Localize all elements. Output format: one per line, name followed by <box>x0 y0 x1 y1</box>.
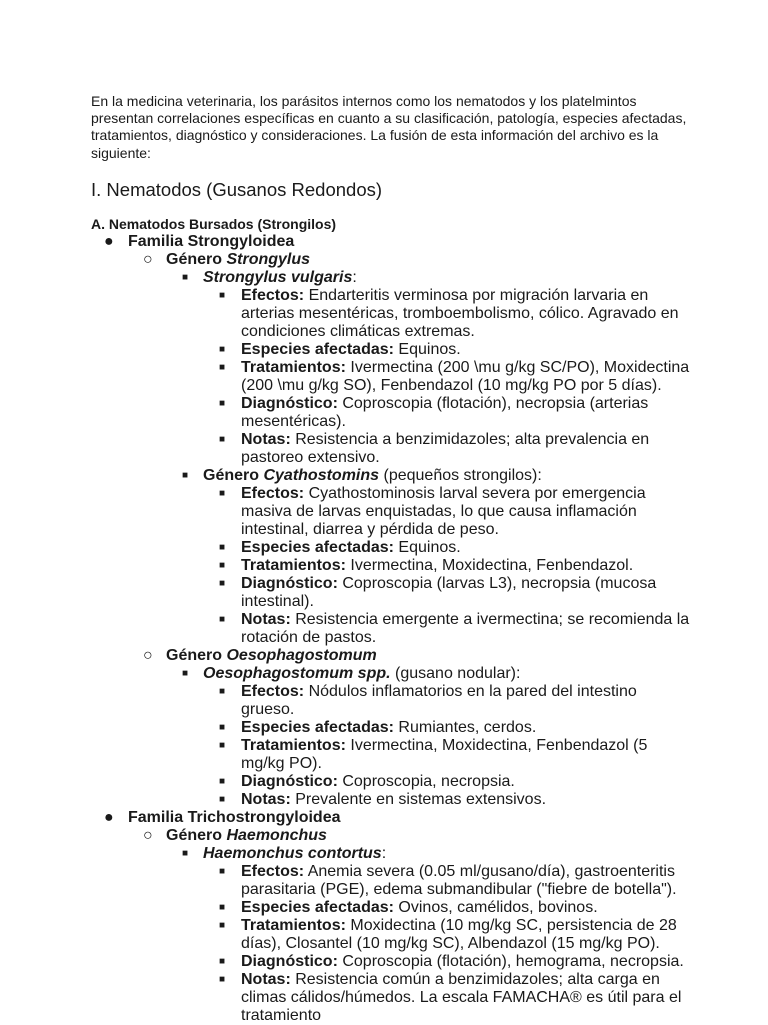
list-item-familia: ● Familia Strongyloidea <box>104 233 295 251</box>
bullet-square: ■ <box>219 434 226 446</box>
list-item-detalle: ■ Efectos: Cyathostominosis larval severa por emergencia masiva de larvas enquistadas, lo que causa inflamación intestinal, diarrea y pérdida de peso. <box>219 485 646 539</box>
bullet-square: ■ <box>219 920 226 932</box>
list-item-especie: ■ Strongylus vulgaris: <box>182 269 357 287</box>
list-item-detalle: ■ Tratamientos: Ivermectina (200 \mu g/kg SC/PO), Moxidectina (200 \mu g/kg SO), Fenbendazol (10 mg/kg PO por 5 días). <box>219 359 690 395</box>
bullet-disc: ● <box>104 233 114 251</box>
outline <box>91 233 691 1025</box>
bullet-square: ■ <box>219 560 226 572</box>
list-item-detalle: ■ Notas: Prevalente en sistemas extensivos. <box>219 791 547 809</box>
bullet-circle: ○ <box>143 647 153 665</box>
list-item-genero: ○ Género Haemonchus <box>143 827 327 845</box>
bullet-square: ■ <box>219 290 226 302</box>
bullet-square: ■ <box>219 362 226 374</box>
bullet-square: ■ <box>219 488 226 500</box>
bullet-disc: ● <box>104 809 114 827</box>
list-item-detalle: ■ Notas: Resistencia a benzimidazoles; alta prevalencia en pastoreo extensivo. <box>219 431 650 467</box>
bullet-square: ■ <box>219 776 226 788</box>
intro-paragraph: En la medicina veterinaria, los parásitos internos como los nematodos y los platelmintos presentan correlaciones específicas en cuanto a su clasificación, patología, especies afectadas, tratamientos, diagnóstico y consideraciones. La fusión de esta información del archivo es la siguiente: <box>91 93 687 161</box>
list-item-detalle: ■ Diagnóstico: Coproscopia (flotación), necropsia (arterias mesentéricas). <box>219 395 649 431</box>
bullet-square: ■ <box>182 668 189 680</box>
bullet-square: ■ <box>219 902 226 914</box>
bullet-square: ■ <box>219 542 226 554</box>
section-heading-nematodos: I. Nematodos (Gusanos Redondos) <box>91 178 383 200</box>
bullet-square: ■ <box>219 794 226 806</box>
bullet-square: ■ <box>219 344 226 356</box>
bullet-circle: ○ <box>143 827 153 845</box>
bullet-square: ■ <box>182 848 189 860</box>
bullet-square: ■ <box>219 974 226 986</box>
bullet-square: ■ <box>219 956 226 968</box>
list-item-detalle: ■ Diagnóstico: Coproscopia, necropsia. <box>219 773 515 791</box>
list-item-detalle: ■ Diagnóstico: Coproscopia (larvas L3), necropsia (mucosa intestinal). <box>219 575 657 611</box>
list-item-detalle: ■ Especies afectadas: Ovinos, camélidos, bovinos. <box>219 899 598 917</box>
subsection-heading-bursados: A. Nematodos Bursados (Strongilos) <box>91 215 337 232</box>
list-item-detalle: ■ Tratamientos: Moxidectina (10 mg/kg SC, persistencia de 28 días), Closantel (10 mg/kg SC), Albendazol (15 mg/kg PO). <box>219 917 677 953</box>
list-item-detalle: ■ Notas: Resistencia común a benzimidazoles; alta carga en climas cálidos/húmedos. La escala FAMACHA® es útil para el tratamiento <box>219 971 682 1025</box>
list-item-detalle: ■ Efectos: Endarteritis verminosa por migración larvaria en arterias mesentéricas, tromboembolismo, cólico. Agravado en condiciones climáticas extremas. <box>219 287 679 341</box>
list-item-familia: ● Familia Trichostrongyloidea <box>104 809 341 827</box>
document-page <box>91 93 691 1025</box>
bullet-square: ■ <box>219 398 226 410</box>
bullet-square: ■ <box>219 866 226 878</box>
list-item-genero: ○ Género Oesophagostomum <box>143 647 377 665</box>
list-item-detalle: ■ Tratamientos: Ivermectina, Moxidectina, Fenbendazol (5 mg/kg PO). <box>219 737 648 773</box>
bullet-square: ■ <box>182 470 189 482</box>
list-item-detalle: ■ Efectos: Anemia severa (0.05 ml/gusano/día), gastroenteritis parasitaria (PGE), edema submandibular ("fiebre de botella"). <box>219 863 677 899</box>
list-item-especie: ■ Haemonchus contortus: <box>182 845 387 863</box>
list-item-detalle: ■ Notas: Resistencia emergente a ivermectina; se recomienda la rotación de pastos. <box>219 611 690 647</box>
list-item-detalle: ■ Tratamientos: Ivermectina, Moxidectina, Fenbendazol. <box>219 557 634 575</box>
bullet-square: ■ <box>219 722 226 734</box>
bullet-square: ■ <box>219 578 226 590</box>
bullet-square: ■ <box>219 614 226 626</box>
list-item-detalle: ■ Especies afectadas: Equinos. <box>219 539 461 557</box>
list-item-detalle: ■ Especies afectadas: Rumiantes, cerdos. <box>219 719 537 737</box>
list-item-detalle: ■ Especies afectadas: Equinos. <box>219 341 461 359</box>
bullet-square: ■ <box>219 740 226 752</box>
bullet-square: ■ <box>219 686 226 698</box>
bullet-circle: ○ <box>143 251 153 269</box>
list-item-especie: ■ Oesophagostomum spp. (gusano nodular): <box>182 665 521 683</box>
list-item-genero: ○ Género Strongylus <box>143 251 311 269</box>
list-item-detalle: ■ Diagnóstico: Coproscopia (flotación), hemograma, necropsia. <box>219 953 684 971</box>
list-item-especie: ■ Género Cyathostomins (pequeños strongilos): <box>182 467 542 485</box>
bullet-square: ■ <box>182 272 189 284</box>
list-item-detalle: ■ Efectos: Nódulos inflamatorios en la pared del intestino grueso. <box>219 683 637 719</box>
